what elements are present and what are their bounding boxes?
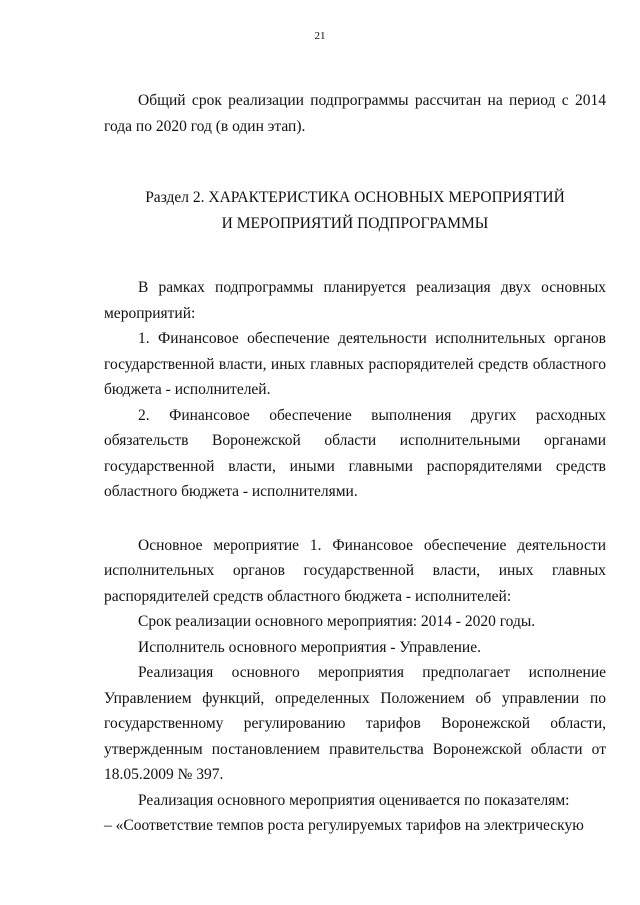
- paragraph-executor: Исполнитель основного мероприятия - Управление.: [138, 638, 481, 656]
- spacer: [104, 505, 606, 533]
- page-content: [104, 88, 606, 839]
- paragraph-implementation: Реализация основного мероприятия предполагает исполнение Управлением функций, определенных Положением об управлении по государственному регулированию тарифов Воронежской области, утвержденным постановлением правительства Воронежской области от 18.05.2009 № 397.: [104, 664, 606, 783]
- paragraph-term: Срок реализации основного мероприятия: 2014 - 2020 годы.: [138, 613, 536, 630]
- paragraph-measures: В рамках подпрограммы планируется реализация двух основных мероприятий:: [104, 279, 606, 322]
- section-heading: [104, 185, 606, 237]
- section-heading-line2: И МЕРОПРИЯТИЙ ПОДПРОГРАММЫ: [221, 215, 489, 232]
- paragraph-indicators: Реализация основного мероприятия оценивается по показателям:: [138, 791, 570, 809]
- section-heading-line1: Раздел 2. ХАРАКТЕРИСТИКА ОСНОВНЫХ МЕРОПРИЯТИЙ: [145, 189, 565, 206]
- paragraph-indicator-item: – «Соответствие темпов роста регулируемых тарифов на электрическую: [104, 817, 584, 834]
- paragraph-main-measure: Основное мероприятие 1. Финансовое обеспечение деятельности исполнительных органов государственной власти, иных главных распорядителей средств областного бюджета - исполнителей:: [104, 536, 606, 605]
- list-item-1: 1. Финансовое обеспечение деятельности исполнительных органов государственной власти, иных главных распорядителей средств областного бюджета - исполнителей.: [104, 330, 606, 398]
- list-item-2: 2. Финансовое обеспечение выполнения других расходных обязательств Воронежской области исполнительными органами государственной власти, иными главными распорядителями средств областного бюджета - исполнителями.: [104, 406, 606, 500]
- intro-paragraph: Общий срок реализации подпрограммы рассчитан на период с 2014 года по 2020 год (в один этап).: [104, 92, 606, 135]
- page-number: 21: [314, 30, 326, 42]
